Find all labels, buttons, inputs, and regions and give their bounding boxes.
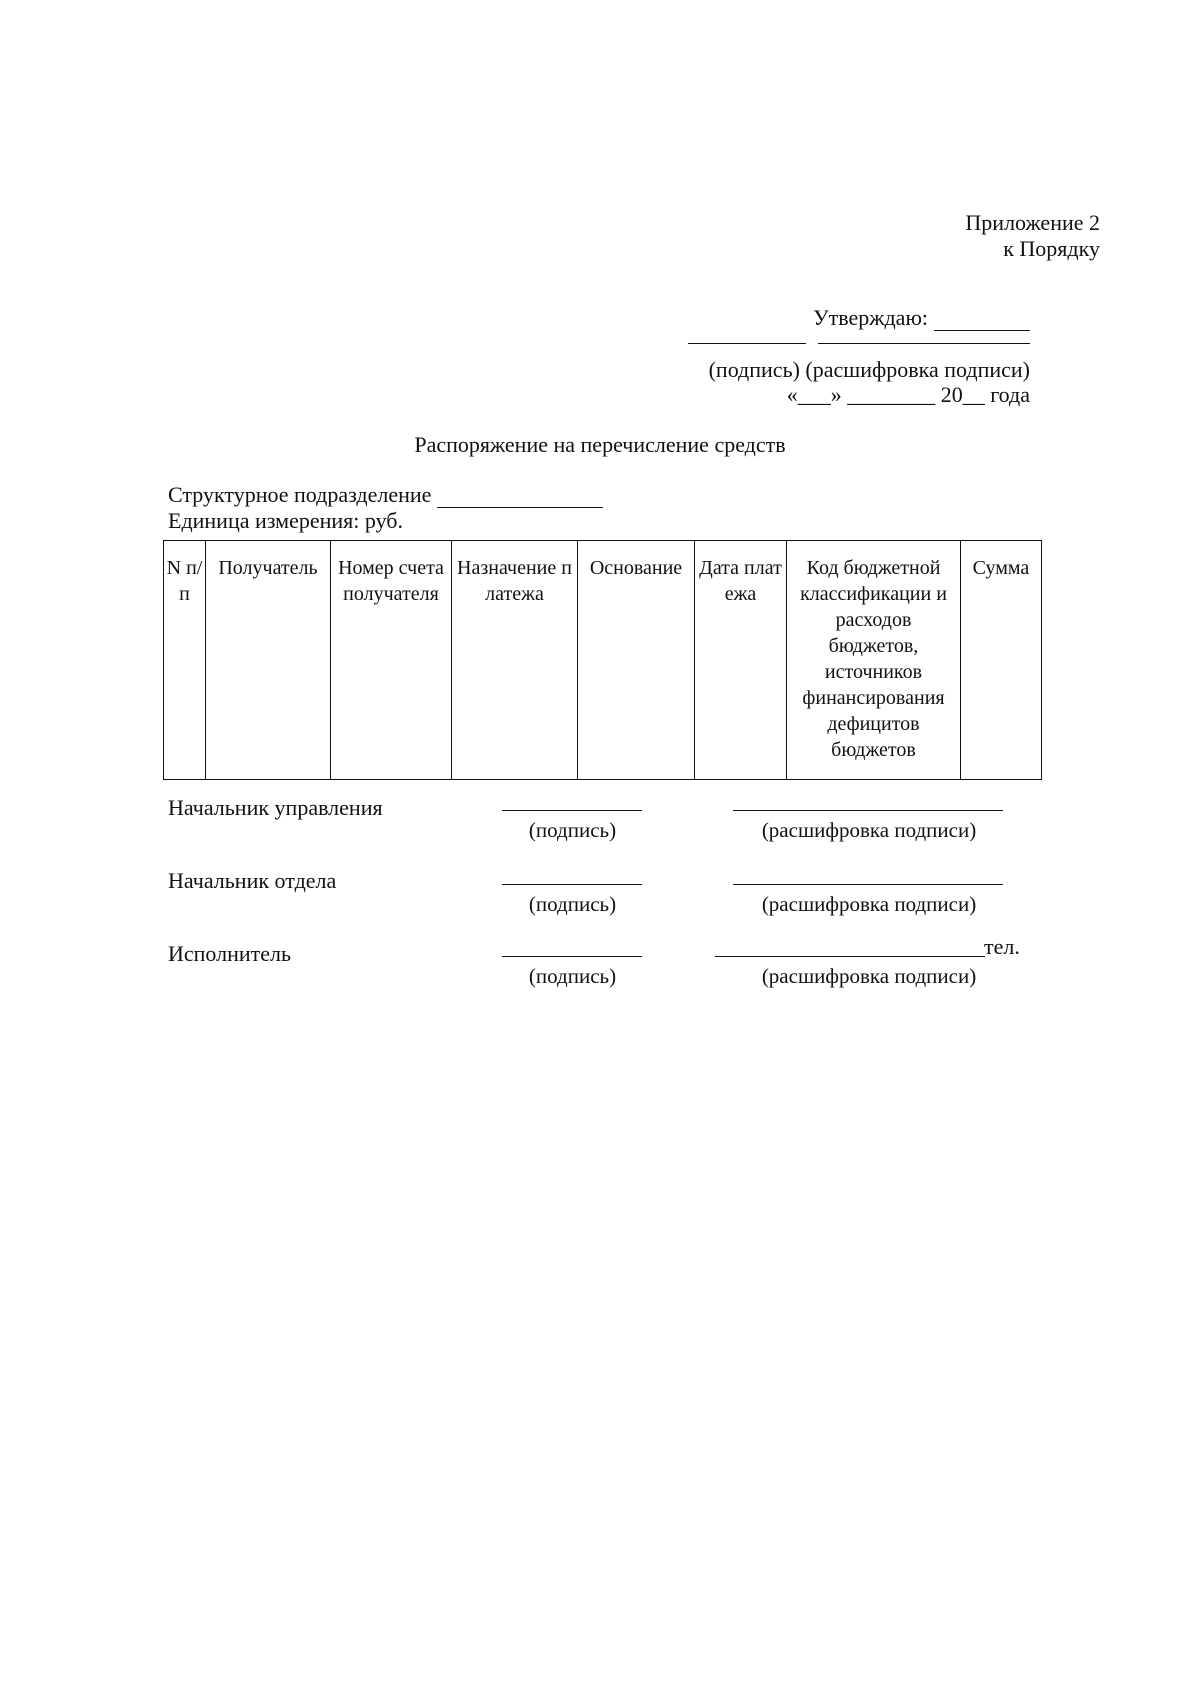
- approve-label: Утверждаю:: [813, 305, 928, 330]
- phone-label: тел.: [984, 934, 1020, 959]
- decoding-caption: (расшифровка подписи): [761, 964, 977, 988]
- unit-of-measure: Единица измерения: руб.: [168, 508, 403, 533]
- appendix-reference: [965, 210, 1100, 263]
- appendix-line-2: к Порядку: [1003, 236, 1100, 262]
- document-title: Распоряжение на перечисление средств: [414, 432, 786, 457]
- approver-signature-caption: (подпись) (расшифровка подписи): [708, 357, 1030, 382]
- role-label: Начальник отдела: [168, 868, 337, 893]
- column-amount: Сумма: [961, 541, 1042, 780]
- decoding-line: [733, 810, 1003, 811]
- signature-caption: (подпись): [528, 892, 617, 916]
- column-budget-code: Код бюджетной классификации и расходов бюджетов, источников финансирования дефицитов бюджетов: [787, 541, 961, 780]
- signature-caption: (подпись): [528, 818, 617, 842]
- approve-signature-line: [934, 310, 1030, 331]
- appendix-line-1: Приложение 2: [965, 210, 1100, 235]
- decoding-line: [715, 956, 985, 957]
- approver-decoding-line: [818, 343, 1030, 344]
- approver-signature-lines: [688, 343, 1030, 357]
- approver-signature-line: [688, 343, 806, 344]
- column-account-number: Номер счета получателя: [331, 541, 452, 780]
- decoding-caption: (расшифровка подписи): [761, 892, 977, 916]
- column-number: N п/ п: [164, 541, 206, 780]
- table-header-row: [164, 541, 1042, 780]
- column-payment-date: Дата платежа: [695, 541, 787, 780]
- decoding-caption: (расшифровка подписи): [761, 818, 977, 842]
- column-recipient: Получатель: [206, 541, 331, 780]
- subdivision-field: [168, 482, 603, 508]
- approval-block: [813, 305, 1030, 331]
- approval-date-line: «___» ________ 20__ года: [786, 382, 1030, 407]
- role-label: Начальник управления: [168, 795, 383, 820]
- signature-line: [502, 884, 642, 885]
- decoding-line: [733, 884, 1003, 885]
- payment-order-table: [163, 540, 1042, 780]
- subdivision-blank-line: [437, 489, 603, 508]
- role-label: Исполнитель: [168, 941, 292, 966]
- signature-line: [502, 810, 642, 811]
- column-payment-purpose: Назначение платежа: [452, 541, 578, 780]
- signature-caption: (подпись): [528, 964, 617, 988]
- subdivision-label: Структурное подразделение: [168, 482, 432, 507]
- column-basis: Основание: [578, 541, 695, 780]
- signature-line: [502, 956, 642, 957]
